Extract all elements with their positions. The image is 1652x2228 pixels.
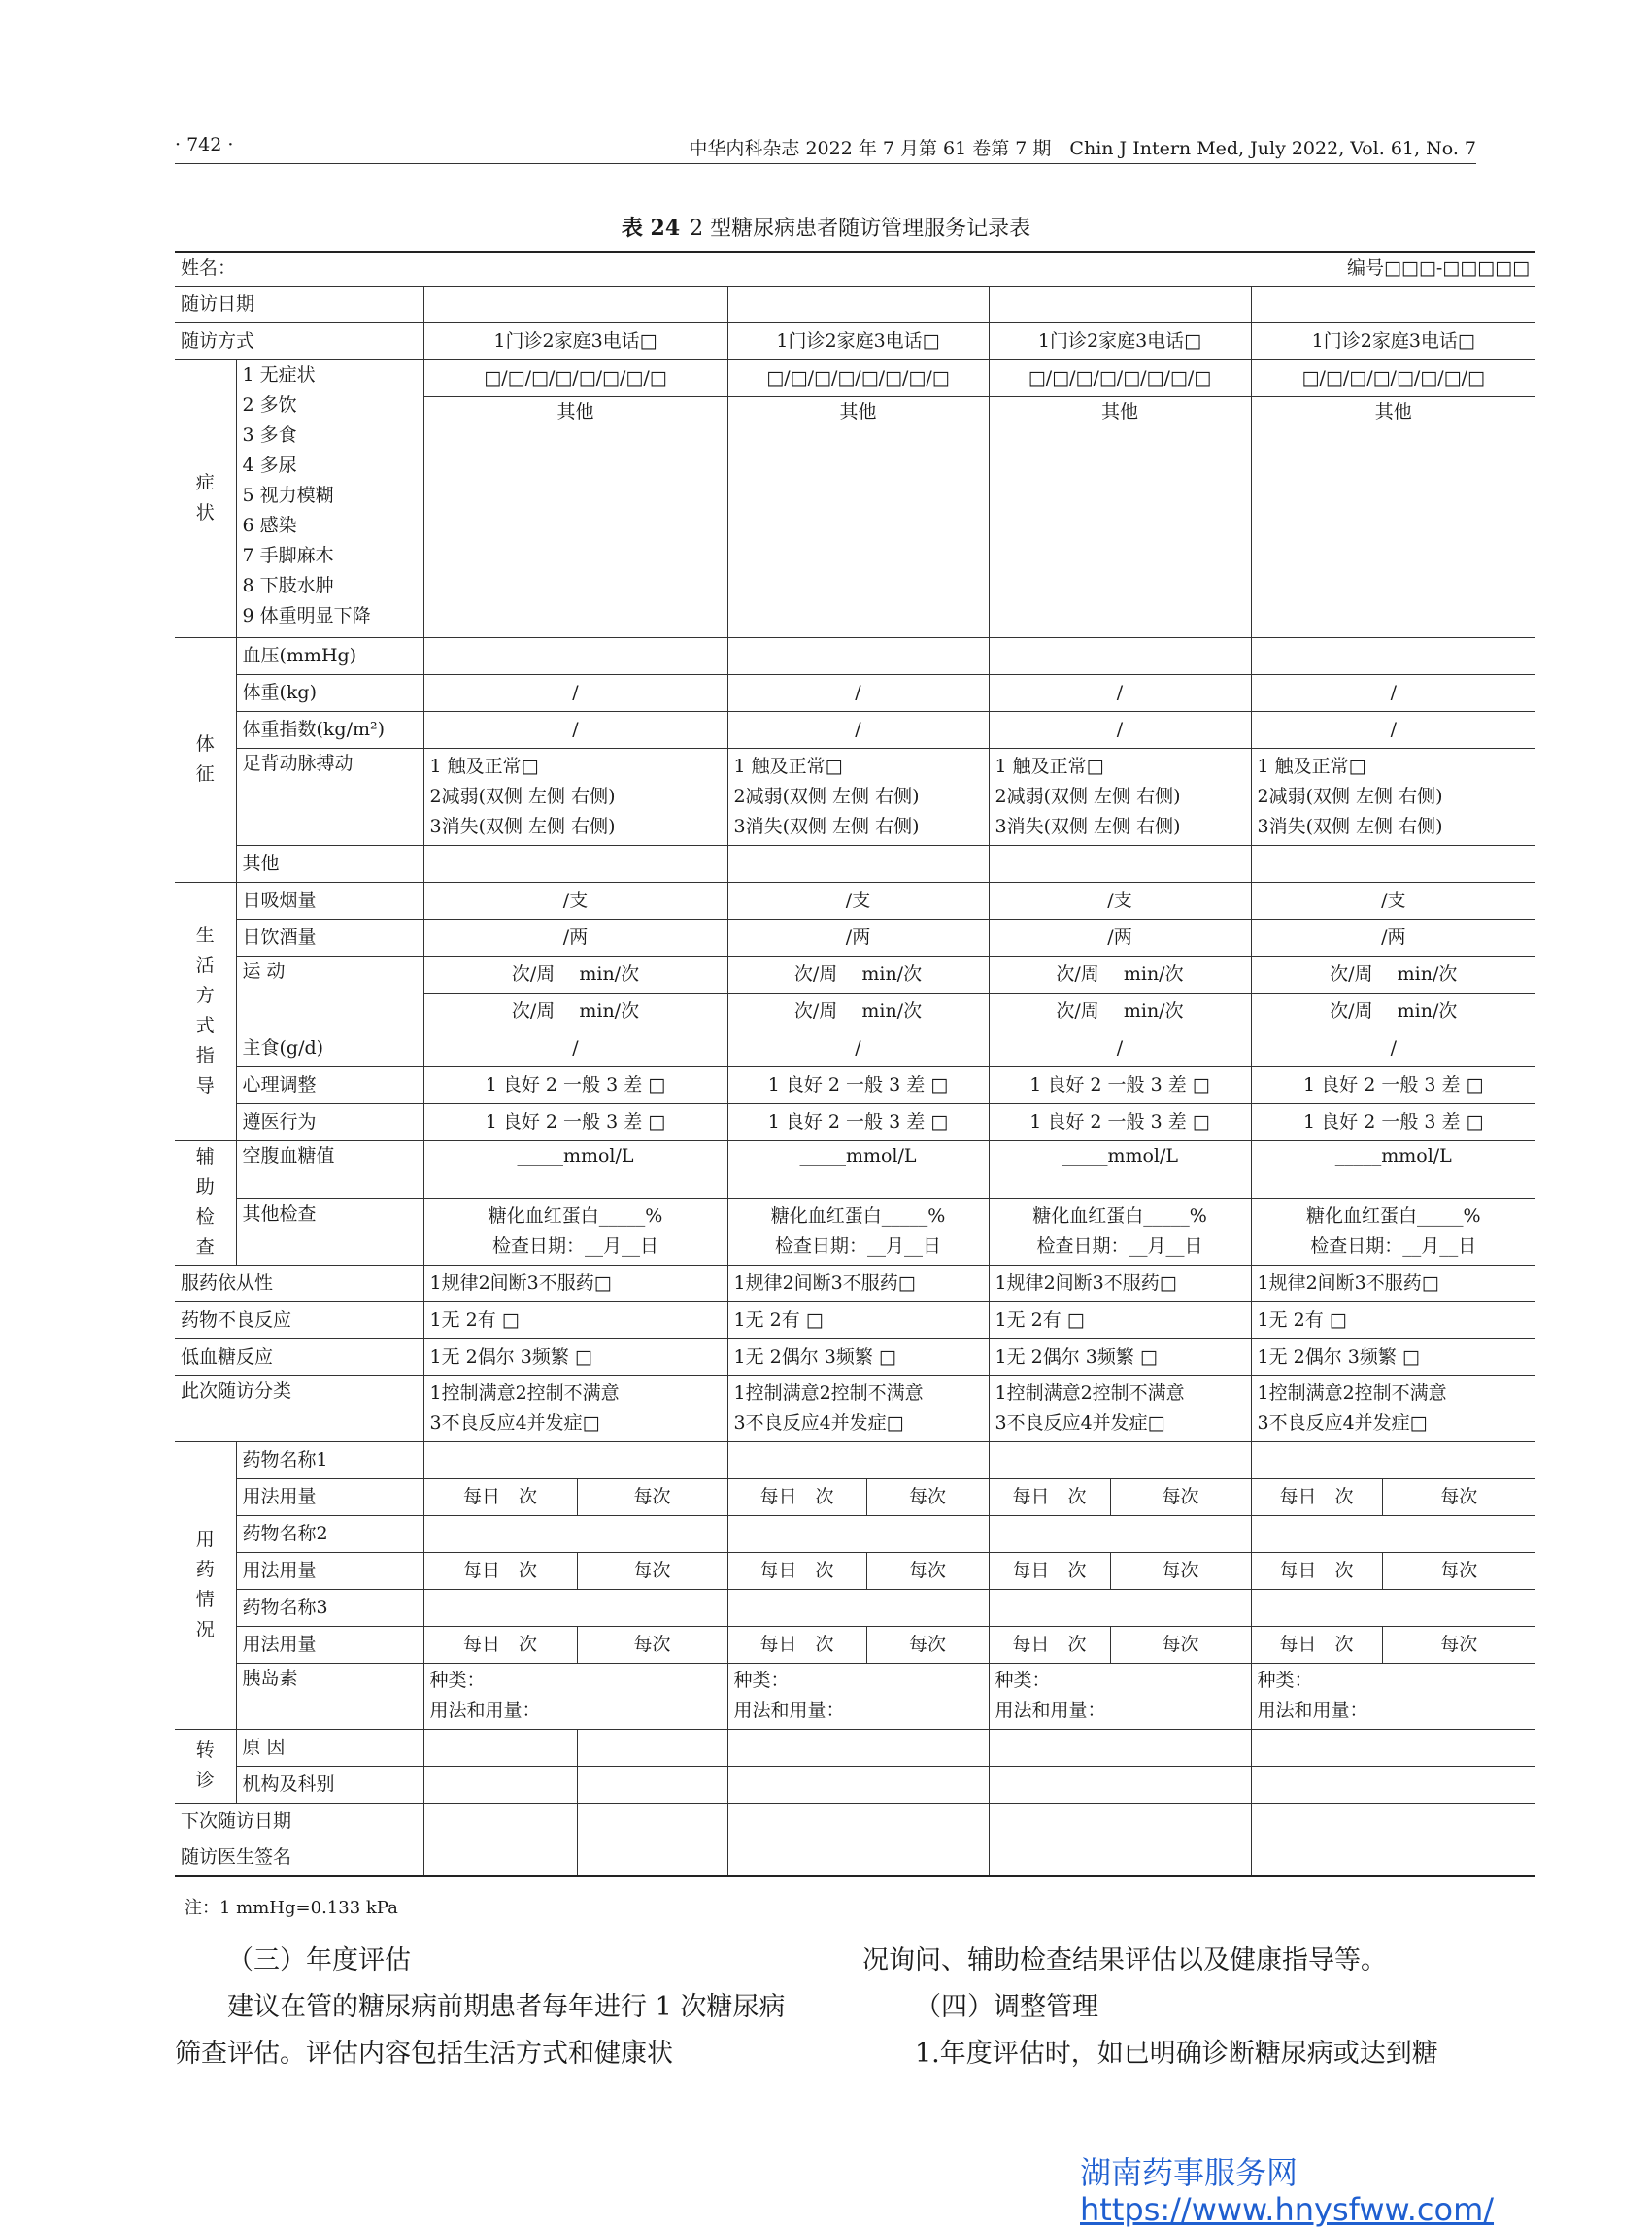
weight-label: 体重(kg) [236,674,423,711]
next-date-cell [989,1803,1251,1840]
body-right-column [862,1938,1476,2077]
daily-cell: 每日 次 [727,1478,866,1515]
doctor-sign-label: 随访医生签名 [175,1840,423,1876]
paragraph-adjust: 1.年度评估时，如已明确诊断糖尿病或达到糖 [915,2039,1438,2069]
aux-section-label: 辅 助 检 查 [175,1140,236,1265]
adverse-cell: 1无 2有 □ [727,1301,989,1338]
exercise-cell: 次/周 min/次 [423,956,727,993]
fbg-cell: _____mmol/L [989,1140,1251,1198]
drinking-label: 日饮酒量 [236,919,423,956]
journal-citation: 中华内科杂志 2022 年 7 月第 61 卷第 7 期 Chin J Intern Med, July 2022, Vol. 61, No. 7 [689,138,1476,159]
symptom-checkboxes: □/□/□/□/□/□/□/□ [423,359,727,396]
adherence-cell: 1规律2间断3不服药□ [727,1265,989,1301]
adherence-cell: 1规律2间断3不服药□ [1251,1265,1535,1301]
hypo-label: 低血糖反应 [175,1338,423,1375]
doctor-sign-cell [1251,1840,1535,1876]
bmi-cell: / [423,711,727,748]
adverse-cell: 1无 2有 □ [423,1301,727,1338]
mode-options: 1门诊2家庭3电话□ [989,322,1251,359]
signs-other-cell [989,845,1251,882]
foot-pulse-options: 1 触及正常□ 2减弱(双侧 左侧 右侧) 3消失(双侧 左侧 右侧) [423,748,727,845]
lifestyle-section-label: 生 活 方 式 指 导 [175,882,236,1140]
psych-cell: 1 良好 2 一般 3 差 □ [423,1066,727,1103]
med-section-label: 用 药 情 况 [175,1441,236,1729]
classification-cell: 1控制满意2控制不满意 3不良反应4并发症□ [1251,1375,1535,1441]
per-time-cell: 每次 [1110,1552,1251,1589]
compliance-cell: 1 良好 2 一般 3 差 □ [989,1103,1251,1140]
classification-cell: 1控制满意2控制不满意 3不良反应4并发症□ [989,1375,1251,1441]
foot-pulse-label: 足背动脉搏动 [236,748,423,845]
fbg-label: 空腹血糖值 [236,1140,423,1198]
next-date-label: 下次随访日期 [175,1803,423,1840]
drug-name-cell [1251,1441,1535,1478]
institution-cell [1251,1766,1535,1803]
bp-cell [727,637,989,674]
classification-cell: 1控制满意2控制不满意 3不良反应4并发症□ [423,1375,727,1441]
exercise-cell: 次/周 min/次 [989,956,1251,993]
bp-label: 血压(mmHg) [236,637,423,674]
hba1c-cell: 糖化血红蛋白_____% 检查日期：__月__日 [1251,1198,1535,1265]
hypo-cell: 1无 2偶尔 3频繁 □ [727,1338,989,1375]
daily-cell: 每日 次 [423,1478,577,1515]
adverse-cell: 1无 2有 □ [1251,1301,1535,1338]
referral-reason-cell [727,1729,989,1766]
followup-record-table [175,251,1535,1877]
drug-name-cell [1251,1515,1535,1552]
per-time-cell: 每次 [1110,1626,1251,1663]
referral-section-label: 转 诊 [175,1729,236,1803]
insulin-cell: 种类： 用法和用量： [727,1663,989,1729]
institution-cell [727,1766,989,1803]
followup-mode-label: 随访方式 [175,322,423,359]
table-number: 表 24 [621,216,681,241]
institution-label: 机构及科别 [236,1766,423,1803]
daily-cell: 每日 次 [727,1552,866,1589]
bmi-cell: / [727,711,989,748]
symptoms-section-label: 症 状 [175,359,236,637]
signs-other-label: 其他 [236,845,423,882]
daily-cell: 每日 次 [989,1552,1110,1589]
followup-date-cell [989,286,1251,322]
insulin-label: 胰岛素 [236,1663,423,1729]
drinking-cell: /两 [989,919,1251,956]
drug-name-cell [727,1441,989,1478]
exercise-target-cell: 次/周 min/次 [423,993,727,1030]
staple-cell: / [989,1030,1251,1066]
exercise-label: 运 动 [236,956,423,1030]
symptom-other: 其他 [1251,396,1535,637]
next-date-cell [577,1803,727,1840]
drug1-label: 药物名称1 [236,1441,423,1478]
section-heading-annual: （三）年度评估 [227,1945,411,1975]
weight-cell: / [1251,674,1535,711]
weight-cell: / [423,674,727,711]
insulin-cell: 种类： 用法和用量： [423,1663,727,1729]
drug-name-cell [989,1441,1251,1478]
symptom-checkboxes: □/□/□/□/□/□/□/□ [727,359,989,396]
classification-cell: 1控制满意2控制不满意 3不良反应4并发症□ [727,1375,989,1441]
daily-cell: 每日 次 [727,1626,866,1663]
psych-cell: 1 良好 2 一般 3 差 □ [989,1066,1251,1103]
classification-label: 此次随访分类 [175,1375,423,1441]
followup-date-cell [727,286,989,322]
hypo-cell: 1无 2偶尔 3频繁 □ [423,1338,727,1375]
table-title [0,212,1652,242]
running-header [175,134,1476,164]
per-time-cell: 每次 [866,1552,989,1589]
dosage-label: 用法用量 [236,1552,423,1589]
hba1c-cell: 糖化血红蛋白_____% 检查日期：__月__日 [423,1198,727,1265]
signs-other-cell [423,845,727,882]
mode-options: 1门诊2家庭3电话□ [1251,322,1535,359]
smoking-cell: /支 [423,882,727,919]
paragraph-continued: 况询问、辅助检查结果评估以及健康指导等。 [862,1945,1387,1975]
exercise-target-cell: 次/周 min/次 [727,993,989,1030]
mode-options: 1门诊2家庭3电话□ [423,322,727,359]
drug-name-cell [1251,1589,1535,1626]
followup-date-cell [423,286,727,322]
staple-cell: / [727,1030,989,1066]
compliance-label: 遵医行为 [236,1103,423,1140]
smoking-cell: /支 [989,882,1251,919]
doctor-sign-cell [577,1840,727,1876]
per-time-cell: 每次 [1382,1478,1535,1515]
other-exam-label: 其他检查 [236,1198,423,1265]
signs-other-cell [1251,845,1535,882]
daily-cell: 每日 次 [423,1626,577,1663]
drinking-cell: /两 [727,919,989,956]
paragraph-annual: 建议在管的糖尿病前期患者每年进行 1 次糖尿病筛查评估。评估内容包括生活方式和健康状 [175,1992,786,2069]
daily-cell: 每日 次 [1251,1478,1382,1515]
psych-label: 心理调整 [236,1066,423,1103]
bp-cell [423,637,727,674]
compliance-cell: 1 良好 2 一般 3 差 □ [423,1103,727,1140]
table-title-text: 2 型糖尿病患者随访管理服务记录表 [690,217,1031,241]
reason-label: 原 因 [236,1729,423,1766]
weight-cell: / [727,674,989,711]
adverse-cell: 1无 2有 □ [989,1301,1251,1338]
per-time-cell: 每次 [1382,1552,1535,1589]
fbg-cell: _____mmol/L [1251,1140,1535,1198]
foot-pulse-options: 1 触及正常□ 2减弱(双侧 左侧 右侧) 3消失(双侧 左侧 右侧) [989,748,1251,845]
body-left-column [175,1938,796,2077]
adherence-label: 服药依从性 [175,1265,423,1301]
next-date-cell [423,1803,577,1840]
compliance-cell: 1 良好 2 一般 3 差 □ [727,1103,989,1140]
per-time-cell: 每次 [577,1478,727,1515]
drinking-cell: /两 [423,919,727,956]
watermark-name: 湖南药事服务网 [1080,2154,1298,2191]
per-time-cell: 每次 [577,1626,727,1663]
weight-cell: / [989,674,1251,711]
drug-name-cell [989,1589,1251,1626]
fbg-cell: _____mmol/L [727,1140,989,1198]
drug-name-cell [727,1589,989,1626]
doctor-sign-cell [989,1840,1251,1876]
mode-options: 1门诊2家庭3电话□ [727,322,989,359]
hba1c-cell: 糖化血红蛋白_____% 检查日期：__月__日 [989,1198,1251,1265]
next-date-cell [1251,1803,1535,1840]
daily-cell: 每日 次 [423,1552,577,1589]
foot-pulse-options: 1 触及正常□ 2减弱(双侧 左侧 右侧) 3消失(双侧 左侧 右侧) [1251,748,1535,845]
per-time-cell: 每次 [577,1552,727,1589]
exercise-cell: 次/周 min/次 [1251,956,1535,993]
followup-date-cell [1251,286,1535,322]
doctor-sign-cell [423,1840,577,1876]
exercise-cell: 次/周 min/次 [727,956,989,993]
next-date-cell [727,1803,989,1840]
exercise-target-cell: 次/周 min/次 [989,993,1251,1030]
referral-reason-cell [423,1729,577,1766]
drug-name-cell [423,1515,727,1552]
referral-reason-cell [577,1729,727,1766]
hypo-cell: 1无 2偶尔 3频繁 □ [989,1338,1251,1375]
daily-cell: 每日 次 [1251,1552,1382,1589]
insulin-cell: 种类： 用法和用量： [989,1663,1251,1729]
symptom-checkboxes: □/□/□/□/□/□/□/□ [989,359,1251,396]
smoking-cell: /支 [727,882,989,919]
section-heading-adjust: （四）调整管理 [915,1992,1098,2022]
referral-reason-cell [989,1729,1251,1766]
symptom-other: 其他 [989,396,1251,637]
hypo-cell: 1无 2偶尔 3频繁 □ [1251,1338,1535,1375]
smoking-cell: /支 [1251,882,1535,919]
signs-other-cell [727,845,989,882]
watermark-url[interactable]: https://www.hnysfww.com/ [1080,2191,1495,2228]
drug-name-cell [423,1589,727,1626]
staple-cell: / [423,1030,727,1066]
exercise-target-cell: 次/周 min/次 [1251,993,1535,1030]
bmi-cell: / [1251,711,1535,748]
staple-cell: / [1251,1030,1535,1066]
name-row [175,252,1535,286]
foot-pulse-options: 1 触及正常□ 2减弱(双侧 左侧 右侧) 3消失(双侧 左侧 右侧) [727,748,989,845]
name-label: 姓名： [181,257,237,280]
daily-cell: 每日 次 [1251,1626,1382,1663]
psych-cell: 1 良好 2 一般 3 差 □ [1251,1066,1535,1103]
watermark [1080,2154,1494,2228]
institution-cell [577,1766,727,1803]
symptom-other: 其他 [727,396,989,637]
signs-section-label: 体 征 [175,637,236,882]
symptoms-list: 1 无症状 2 多饮 3 多食 4 多尿 5 视力模糊 6 感染 7 手脚麻木 8 下肢水肿 9 体重明显下降 [236,359,423,637]
drug3-label: 药物名称3 [236,1589,423,1626]
per-time-cell: 每次 [1110,1478,1251,1515]
page-number: · 742 · [175,134,234,155]
bp-cell [989,637,1251,674]
insulin-cell: 种类： 用法和用量： [1251,1663,1535,1729]
institution-cell [989,1766,1251,1803]
bp-cell [1251,637,1535,674]
institution-cell [423,1766,577,1803]
compliance-cell: 1 良好 2 一般 3 差 □ [1251,1103,1535,1140]
doctor-sign-cell [727,1840,989,1876]
fbg-cell: _____mmol/L [423,1140,727,1198]
table-note: 注：1 mmHg=0.133 kPa [185,1898,398,1918]
drug-name-cell [989,1515,1251,1552]
bmi-cell: / [989,711,1251,748]
symptom-checkboxes: □/□/□/□/□/□/□/□ [1251,359,1535,396]
drug2-label: 药物名称2 [236,1515,423,1552]
per-time-cell: 每次 [1382,1626,1535,1663]
drug-name-cell [727,1515,989,1552]
adherence-cell: 1规律2间断3不服药□ [989,1265,1251,1301]
psych-cell: 1 良好 2 一般 3 差 □ [727,1066,989,1103]
per-time-cell: 每次 [866,1626,989,1663]
symptom-other: 其他 [423,396,727,637]
hba1c-cell: 糖化血红蛋白_____% 检查日期：__月__日 [727,1198,989,1265]
smoking-label: 日吸烟量 [236,882,423,919]
adherence-cell: 1规律2间断3不服药□ [423,1265,727,1301]
referral-reason-cell [1251,1729,1535,1766]
id-label: 编号□□□-□□□□□ [1346,257,1531,280]
drinking-cell: /两 [1251,919,1535,956]
per-time-cell: 每次 [866,1478,989,1515]
followup-date-label: 随访日期 [175,286,423,322]
drug-name-cell [423,1441,727,1478]
dosage-label: 用法用量 [236,1478,423,1515]
bmi-label: 体重指数(kg/m²) [236,711,423,748]
daily-cell: 每日 次 [989,1478,1110,1515]
staple-label: 主食(g/d) [236,1030,423,1066]
adverse-label: 药物不良反应 [175,1301,423,1338]
daily-cell: 每日 次 [989,1626,1110,1663]
dosage-label: 用法用量 [236,1626,423,1663]
